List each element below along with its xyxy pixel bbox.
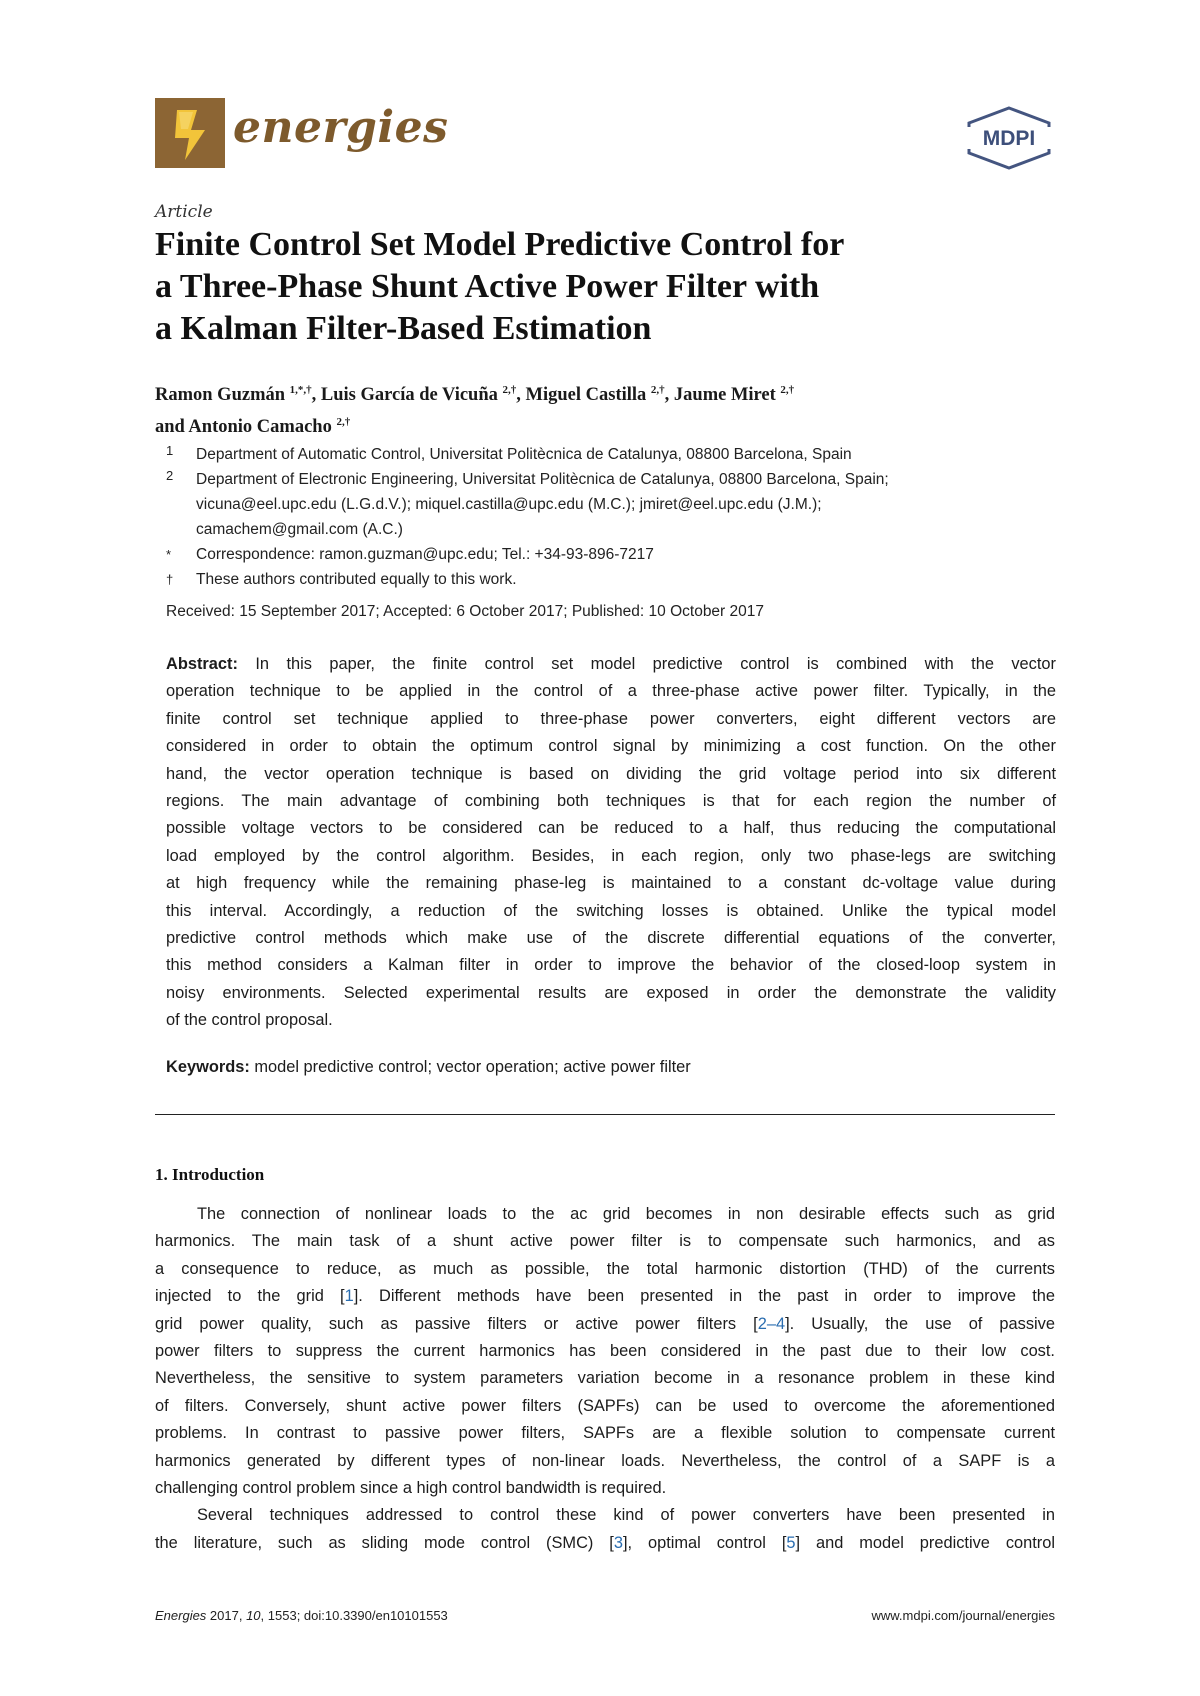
equal-contribution-note xyxy=(196,567,517,592)
lightning-bolt-icon xyxy=(155,98,225,168)
footer-doi[interactable]: , 1553; doi:10.3390/en10101553 xyxy=(260,1608,448,1623)
affiliation-item xyxy=(155,442,1055,467)
affiliation-number: 2 xyxy=(166,468,174,483)
body-line xyxy=(155,1283,1055,1310)
dagger-mark: † xyxy=(166,572,174,587)
abstract-line: possible voltage vectors to be considered can be reduced to a half, thus reducing the computational xyxy=(166,819,1056,838)
affiliation-item xyxy=(155,467,1055,542)
section-heading: 1. Introduction xyxy=(155,1165,265,1184)
author-affiliation-mark: 2,† xyxy=(780,384,795,396)
affiliation-line[interactable]: vicuna@eel.upc.edu (L.G.d.V.); miquel.castilla@upc.edu (M.C.); jmiret@eel.upc.edu (J.M.); xyxy=(196,496,822,513)
keywords-text: model predictive control; vector operation; active power filter xyxy=(249,1058,691,1076)
abstract-line: hand, the vector operation technique is based on dividing the grid voltage period into six different xyxy=(166,764,1056,783)
affiliation-item xyxy=(155,567,1055,592)
introduction-body xyxy=(155,1201,1055,1557)
publication-dates: Received: 15 September 2017; Accepted: 6 October 2017; Published: 10 October 2017 xyxy=(166,603,765,620)
abstract-line: of the control proposal. xyxy=(166,1011,333,1030)
body-line: problems. In contrast to passive power filters, SAPFs are a flexible solution to compensate current xyxy=(155,1424,1055,1443)
author-separator: , xyxy=(311,385,321,406)
correspondence-mark: * xyxy=(166,547,172,562)
citation-link[interactable]: 3 xyxy=(613,1533,623,1552)
abstract-line: this method considers a Kalman filter in order to improve the behavior of the closed-loop system in xyxy=(166,956,1056,975)
author-line xyxy=(155,377,1055,409)
body-line xyxy=(155,1530,1055,1557)
publisher-logo xyxy=(963,105,1055,171)
journal-logo xyxy=(155,98,225,168)
affiliation-line: These authors contributed equally to this work. xyxy=(196,571,517,588)
abstract-label: Abstract: xyxy=(166,655,238,673)
body-text: grid power quality, such as passive filters or active power filters [ xyxy=(155,1314,758,1333)
footer-citation xyxy=(155,1608,448,1623)
author-line xyxy=(155,409,1055,441)
author-affiliation-mark: 2,† xyxy=(650,384,665,396)
journal-name: energies xyxy=(233,102,449,153)
title-line: a Three-Phase Shunt Active Power Filter with xyxy=(155,268,820,305)
body-line: harmonics. The main task of a shunt active power filter is to compensate such harmonics, and as xyxy=(155,1232,1055,1251)
body-line: power filters to suppress the current harmonics has been considered in the past due to their low cost. xyxy=(155,1342,1055,1361)
body-text: injected to the grid [ xyxy=(155,1287,345,1306)
title-line: a Kalman Filter-Based Estimation xyxy=(155,310,652,347)
body-line: harmonics generated by different types of non-linear loads. Nevertheless, the control of a SAPF is a xyxy=(155,1451,1055,1470)
body-line: Several techniques addressed to control these kind of power converters have been presented in xyxy=(197,1506,1055,1525)
citation-link[interactable]: 2–4 xyxy=(757,1314,786,1333)
body-line xyxy=(155,1311,1055,1338)
body-line: a consequence to reduce, as much as possible, the total harmonic distortion (THD) of the currents xyxy=(155,1259,1055,1278)
keywords xyxy=(166,1058,691,1077)
author-name: and Antonio Camacho xyxy=(155,417,332,438)
abstract-line: regions. The main advantage of combining both techniques is that for each region the number of xyxy=(166,792,1056,811)
author-separator: , xyxy=(516,385,526,406)
abstract-line: operation technique to be applied in the control of a three-phase active power filter. Typically, in the xyxy=(166,682,1056,701)
abstract xyxy=(166,651,1056,1035)
affiliation-list xyxy=(155,442,1055,592)
section-divider xyxy=(155,1114,1055,1115)
article-title xyxy=(155,224,1055,350)
article-type: Article xyxy=(155,202,213,222)
author-affiliation-mark: 2,† xyxy=(502,384,517,396)
abstract-line xyxy=(166,651,1056,678)
body-text: ] and model predictive control xyxy=(795,1533,1056,1552)
footer-journal-url[interactable]: www.mdpi.com/journal/energies xyxy=(871,1608,1055,1623)
body-line: The connection of nonlinear loads to the ac grid becomes in non desirable effects such as grid xyxy=(197,1205,1055,1223)
title-line: Finite Control Set Model Predictive Control for xyxy=(155,226,845,263)
abstract-line: at high frequency while the remaining phase-leg is maintained to a constant dc-voltage value during xyxy=(166,874,1056,893)
abstract-line: noisy environments. Selected experimental results are exposed in order the demonstrate the validity xyxy=(166,983,1056,1002)
footer-year: 2017, xyxy=(206,1608,247,1623)
body-text: the literature, such as sliding mode control (SMC) [ xyxy=(155,1533,614,1552)
abstract-line: this interval. Accordingly, a reduction of the switching losses is obtained. Unlike the typical model xyxy=(166,901,1056,920)
affiliation-text xyxy=(196,442,852,467)
author-separator: , xyxy=(664,385,674,406)
body-text: ], optimal control [ xyxy=(622,1533,787,1552)
author-name: Luis García de Vicuña xyxy=(320,385,498,406)
body-line: challenging control problem since a high control bandwidth is required. xyxy=(155,1479,667,1498)
abstract-line: load employed by the control algorithm. Besides, in each region, only two phase-legs are switching xyxy=(166,846,1056,865)
publisher-name: MDPI xyxy=(982,127,1036,150)
affiliation-line: Department of Automatic Control, Universitat Politècnica de Catalunya, 08800 Barcelona, Spain xyxy=(196,446,852,463)
abstract-text: In this paper, the finite control set model predictive control is combined with the vector xyxy=(237,655,1056,673)
author-affiliation-mark: 2,† xyxy=(336,416,351,429)
hexagon-logo-icon xyxy=(963,105,1055,171)
citation-link[interactable]: 5 xyxy=(786,1533,796,1552)
author-name: Ramon Guzmán xyxy=(155,385,286,406)
author-affiliation-mark: 1,*,† xyxy=(289,384,312,396)
body-text: ]. Different methods have been presented in the past in order to improve the xyxy=(353,1287,1055,1306)
citation-link[interactable]: 1 xyxy=(344,1287,354,1306)
affiliation-line[interactable]: Correspondence: ramon.guzman@upc.edu; Tel.: +34-93-896-7217 xyxy=(196,546,654,563)
abstract-line: considered in order to obtain the optimum control signal by minimizing a cost function. On the other xyxy=(166,737,1056,756)
affiliation-number: 1 xyxy=(166,443,174,458)
footer-journal: Energies xyxy=(155,1608,207,1623)
body-text: ]. Usually, the use of passive xyxy=(785,1314,1055,1333)
author-list xyxy=(155,377,1055,441)
keywords-label: Keywords: xyxy=(166,1058,250,1076)
body-line: Nevertheless, the sensitive to system parameters variation become in a resonance problem in these kind xyxy=(155,1369,1055,1388)
body-line: of filters. Conversely, shunt active power filters (SAPFs) can be used to overcome the aforementioned xyxy=(155,1396,1055,1415)
footer-volume: 10 xyxy=(246,1608,261,1623)
author-name: Jaume Miret xyxy=(673,385,776,406)
affiliation-text xyxy=(196,467,889,542)
abstract-line: finite control set technique applied to three-phase power converters, eight different vectors are xyxy=(166,709,1056,728)
affiliation-line: Department of Electronic Engineering, Universitat Politècnica de Catalunya, 08800 Barcelona, Spain; xyxy=(196,471,889,488)
affiliation-line[interactable]: camachem@gmail.com (A.C.) xyxy=(196,521,403,538)
abstract-line: predictive control methods which make use of the discrete differential equations of the converter, xyxy=(166,929,1056,948)
correspondence-text[interactable] xyxy=(196,542,654,567)
affiliation-item xyxy=(155,542,1055,567)
author-name: Miguel Castilla xyxy=(525,385,647,406)
